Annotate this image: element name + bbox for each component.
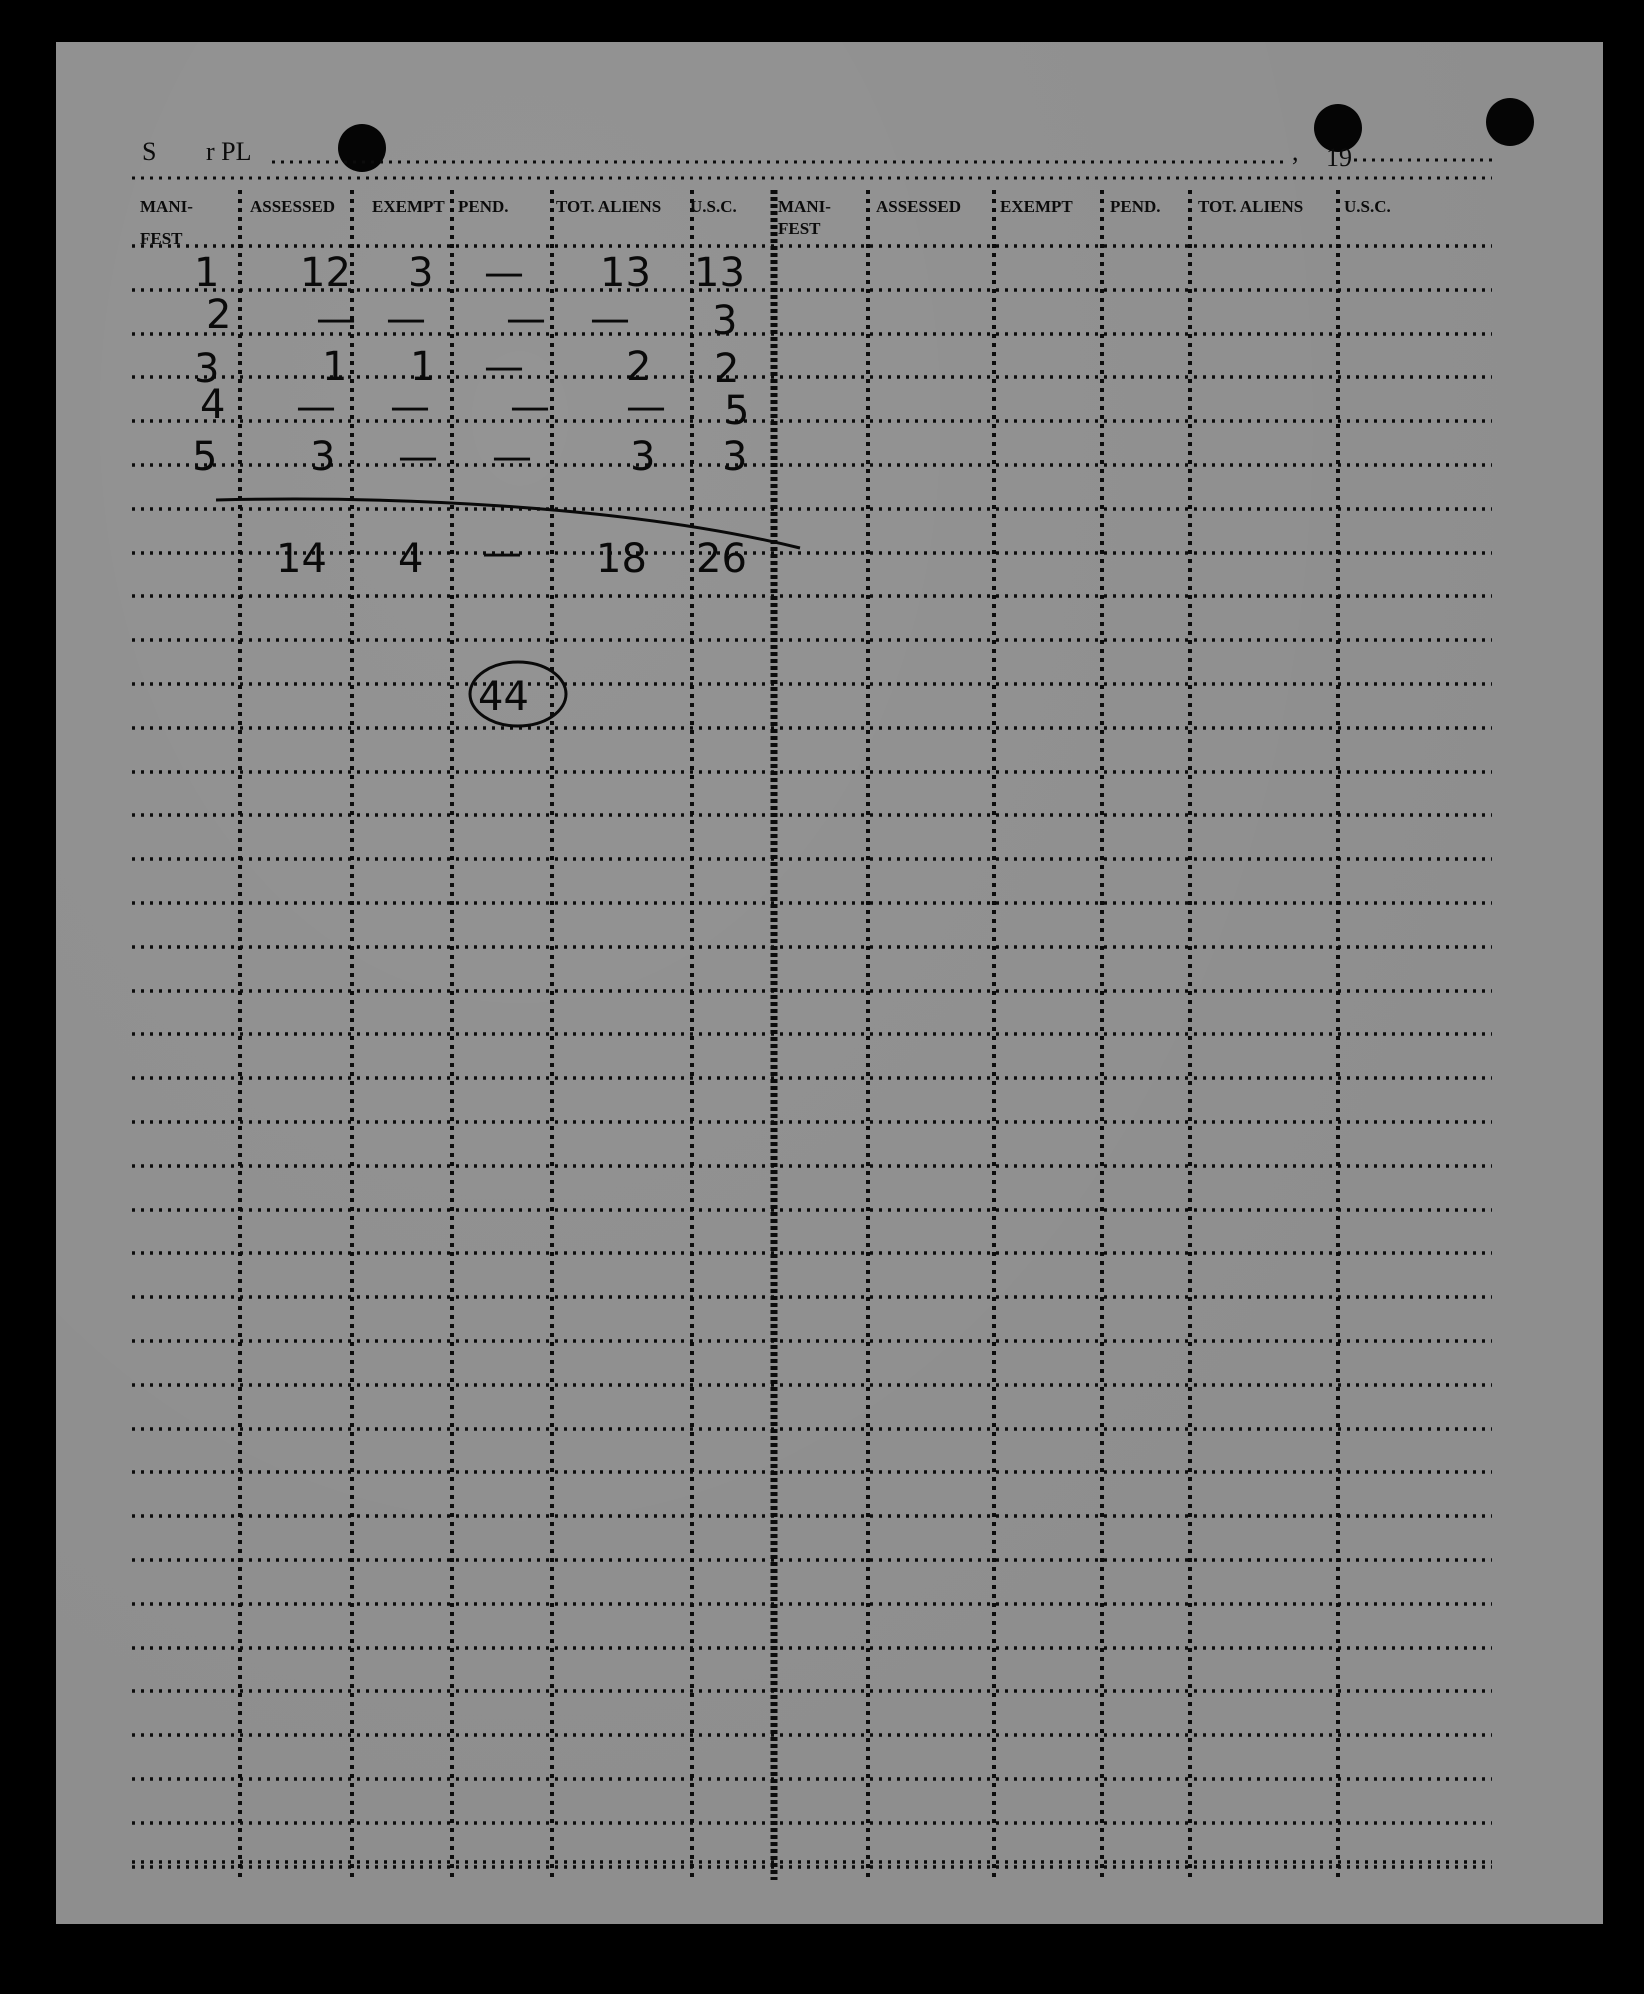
row-manifest: 1 — [194, 250, 220, 296]
total-tot-aliens: 18 — [596, 536, 647, 582]
ship-label: S — [142, 137, 157, 166]
row-tot-aliens: — — [590, 296, 630, 342]
table-row — [200, 382, 749, 434]
col-usc-right: U.S.C. — [1344, 197, 1391, 216]
row-manifest: 2 — [206, 292, 232, 338]
grand-total: 44 — [478, 674, 529, 720]
row-usc: 13 — [694, 250, 745, 296]
row-manifest: 3 — [194, 346, 220, 392]
col-manifest-left: MANI- — [140, 197, 193, 216]
row-pend: — — [510, 384, 550, 430]
col-exempt-left: EXEMPT — [372, 197, 445, 216]
row-tot-aliens: 13 — [600, 250, 651, 296]
row-assessed: 3 — [310, 434, 336, 480]
col-tot-aliens-left: TOT. ALIENS — [556, 197, 662, 216]
row-usc: 2 — [714, 346, 740, 392]
col-pend-left: PEND. — [458, 197, 509, 216]
row-assessed: — — [296, 384, 336, 430]
row-exempt: 3 — [408, 250, 434, 296]
row-usc: 3 — [712, 298, 738, 344]
col-assessed-right: ASSESSED — [876, 197, 962, 216]
totals-row — [276, 530, 747, 582]
row-tot-aliens: 2 — [626, 344, 652, 390]
row-exempt: — — [390, 384, 430, 430]
total-usc: 26 — [696, 536, 747, 582]
row-usc: 3 — [722, 434, 748, 480]
row-manifest: 5 — [192, 434, 218, 480]
row-tot-aliens: 3 — [630, 434, 656, 480]
row-exempt: 1 — [410, 344, 436, 390]
col-manifest-left-sub: FEST — [140, 229, 183, 248]
col-manifest-right: MANI- — [778, 197, 831, 216]
ruled-grid — [132, 160, 1492, 1880]
row-pend: — — [506, 296, 546, 342]
row-assessed: 12 — [300, 250, 351, 296]
year-label: 19 — [1326, 143, 1352, 172]
row-exempt: — — [386, 296, 426, 342]
col-exempt-right: EXEMPT — [1000, 197, 1073, 216]
table-row — [192, 434, 747, 480]
row-assessed: — — [316, 296, 356, 342]
total-exempt: 4 — [398, 536, 424, 582]
row-assessed: 1 — [322, 344, 348, 390]
col-pend-right: PEND. — [1110, 197, 1161, 216]
total-pend: — — [482, 530, 522, 576]
col-manifest-right-sub: FEST — [778, 219, 821, 238]
row-pend: — — [484, 344, 524, 390]
row-exempt: — — [398, 434, 438, 480]
col-usc-left: U.S.C. — [690, 197, 737, 216]
ship-prefix: r PL — [206, 137, 252, 166]
total-assessed: 14 — [276, 536, 327, 582]
row-pend: — — [484, 250, 524, 296]
col-assessed-left: ASSESSED — [250, 197, 336, 216]
col-tot-aliens-right: TOT. ALIENS — [1198, 197, 1304, 216]
row-manifest: 4 — [200, 382, 226, 428]
row-tot-aliens: — — [626, 384, 666, 430]
row-pend: — — [492, 434, 532, 480]
table-row — [206, 292, 737, 344]
date-comma: , — [1292, 137, 1299, 166]
row-usc: 5 — [724, 388, 750, 434]
